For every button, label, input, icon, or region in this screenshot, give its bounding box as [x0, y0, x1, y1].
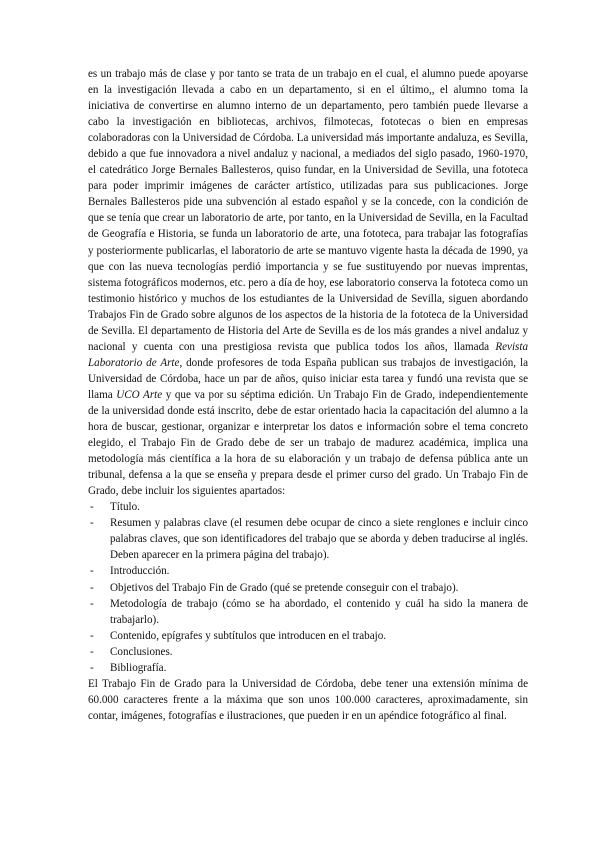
list-item — [88, 660, 528, 676]
paragraph-1-text-b: , donde profesores de toda España publican sus trabajos de investigación, la Universidad de Córdoba, hace un par de años, quiso iniciar esta tarea y fundó una revista que se llama — [88, 356, 528, 401]
body-paragraph-2: El Trabajo Fin de Grado para la Universidad de Córdoba, debe tener una extensión mínima de 60.000 caracteres frente a la máxima que son unos 100.000 caracteres, aproximadamente, sin contar, imágenes, fotografías e ilustraciones, que pueden ir en un apéndice fotográfico al final. — [88, 677, 528, 722]
sections-list — [88, 499, 528, 676]
list-dash: - — [90, 581, 94, 594]
list-dash: - — [90, 517, 94, 530]
list-dash: - — [90, 629, 94, 642]
document-page — [88, 66, 528, 724]
list-item-text: Contenido, epígrafes y subtítulos que introducen en el trabajo. — [110, 629, 387, 642]
list-item — [88, 580, 528, 596]
list-item-text: Bibliografía. — [110, 661, 167, 674]
journal-title-uco-arte: UCO Arte — [116, 388, 163, 401]
paragraph-1-text-a: es un trabajo más de clase y por tanto se trata de un trabajo en el cual, el alumno puede apoyarse en la investigación llevada a cabo en un departamento, si en el último,, el alumno toma la iniciativa de convertirse en alumno interno de un departamento, pero también puede llevarse a cabo la investigación en bibliotecas, archivos, filmotecas, fototecas o bien en empresas colaboradoras con la Universidad de Córdoba. La universidad más importante andaluza, es Sevilla, debido a que fue innovadora a nivel andaluz y nacional, a mediados del siglo pasado, 1960-1970, el catedrático Jorge Bernales Ballesteros, quiso fundar, en la Universidad de Sevilla, una fototeca para poder imprimir imágenes de carácter artístico, utilizadas para sus publicaciones. Jorge Bernales Ballesteros pide una subvención al estado español y se la concede, con la condición de que se tenía que crear un laboratorio de arte, por tanto, en la Universidad de Sevilla, en la Facultad de Geografía e Historia, se funda un laboratorio de arte, una fototeca, para trabajar las fotografías y posteriormente publicarlas, el laboratorio de arte se mantuvo vigente hasta la década de 1990, ya que con las nueva tecnologías perdió importancia y se fue sustituyendo por nuevas imprentas, sistema fotográficos modernos, etc. pero a día de hoy, ese laboratorio conserva la fototeca como un testimonio histórico y muchos de los estudiantes de la Universidad de Sevilla, siguen abordando Trabajos Fin de Grado sobre algunos de los aspectos de la historia de la fototeca de la Universidad de Sevilla. El departamento de Historia del Arte de Sevilla es de los más grandes a nivel andaluz y nacional y cuenta con una prestigiosa revista que publica todos los años, llamada — [88, 68, 528, 353]
list-item-text: Introducción. — [110, 565, 170, 578]
list-item-text: Objetivos del Trabajo Fin de Grado (qué se pretende conseguir con el trabajo). — [110, 581, 459, 594]
list-item-text: Resumen y palabras clave (el resumen debe ocupar de cinco a siete renglones e incluir cinco palabras claves, que son identificadores del trabajo que se aborda y deben traducirse al inglés. Deben aparecer en la primera página del trabajo). — [110, 517, 528, 562]
list-dash: - — [90, 597, 94, 610]
paragraph-1-text-c: y que va por su séptima edición. Un Trabajo Fin de Grado, independientemente de la universidad donde está inscrito, debe de estar orientado hacia la capacitación del alumno a la hora de buscar, gestionar, organizar e interpretar los datos e información sobre el tema concreto elegido, el Trabajo Fin de Grado debe de ser un trabajo de madurez académica, implica una metodología más científica a la hora de su elaboración y un trabajo de defensa pública ante un tribunal, defensa a la que se enseña y prepara desde el primer curso del grado. Un Trabajo Fin de Grado, debe incluir los siguientes apartados: — [88, 388, 528, 498]
list-item — [88, 499, 528, 515]
list-item — [88, 644, 528, 660]
list-dash: - — [90, 645, 94, 658]
list-item-text: Título. — [110, 501, 140, 514]
body-paragraph-1 — [88, 66, 528, 499]
list-item — [88, 515, 528, 563]
list-dash: - — [90, 661, 94, 674]
list-dash: - — [90, 501, 94, 514]
journal-title-laboratorio-de-arte: Revista Laboratorio de Arte — [88, 340, 528, 369]
list-item — [88, 628, 528, 644]
list-item-text: Metodología de trabajo (cómo se ha abordado, el contenido y cuál ha sido la manera de trabajarlo). — [110, 597, 528, 626]
list-item-text: Conclusiones. — [110, 645, 173, 658]
list-item — [88, 563, 528, 579]
list-item — [88, 596, 528, 628]
list-dash: - — [90, 565, 94, 578]
